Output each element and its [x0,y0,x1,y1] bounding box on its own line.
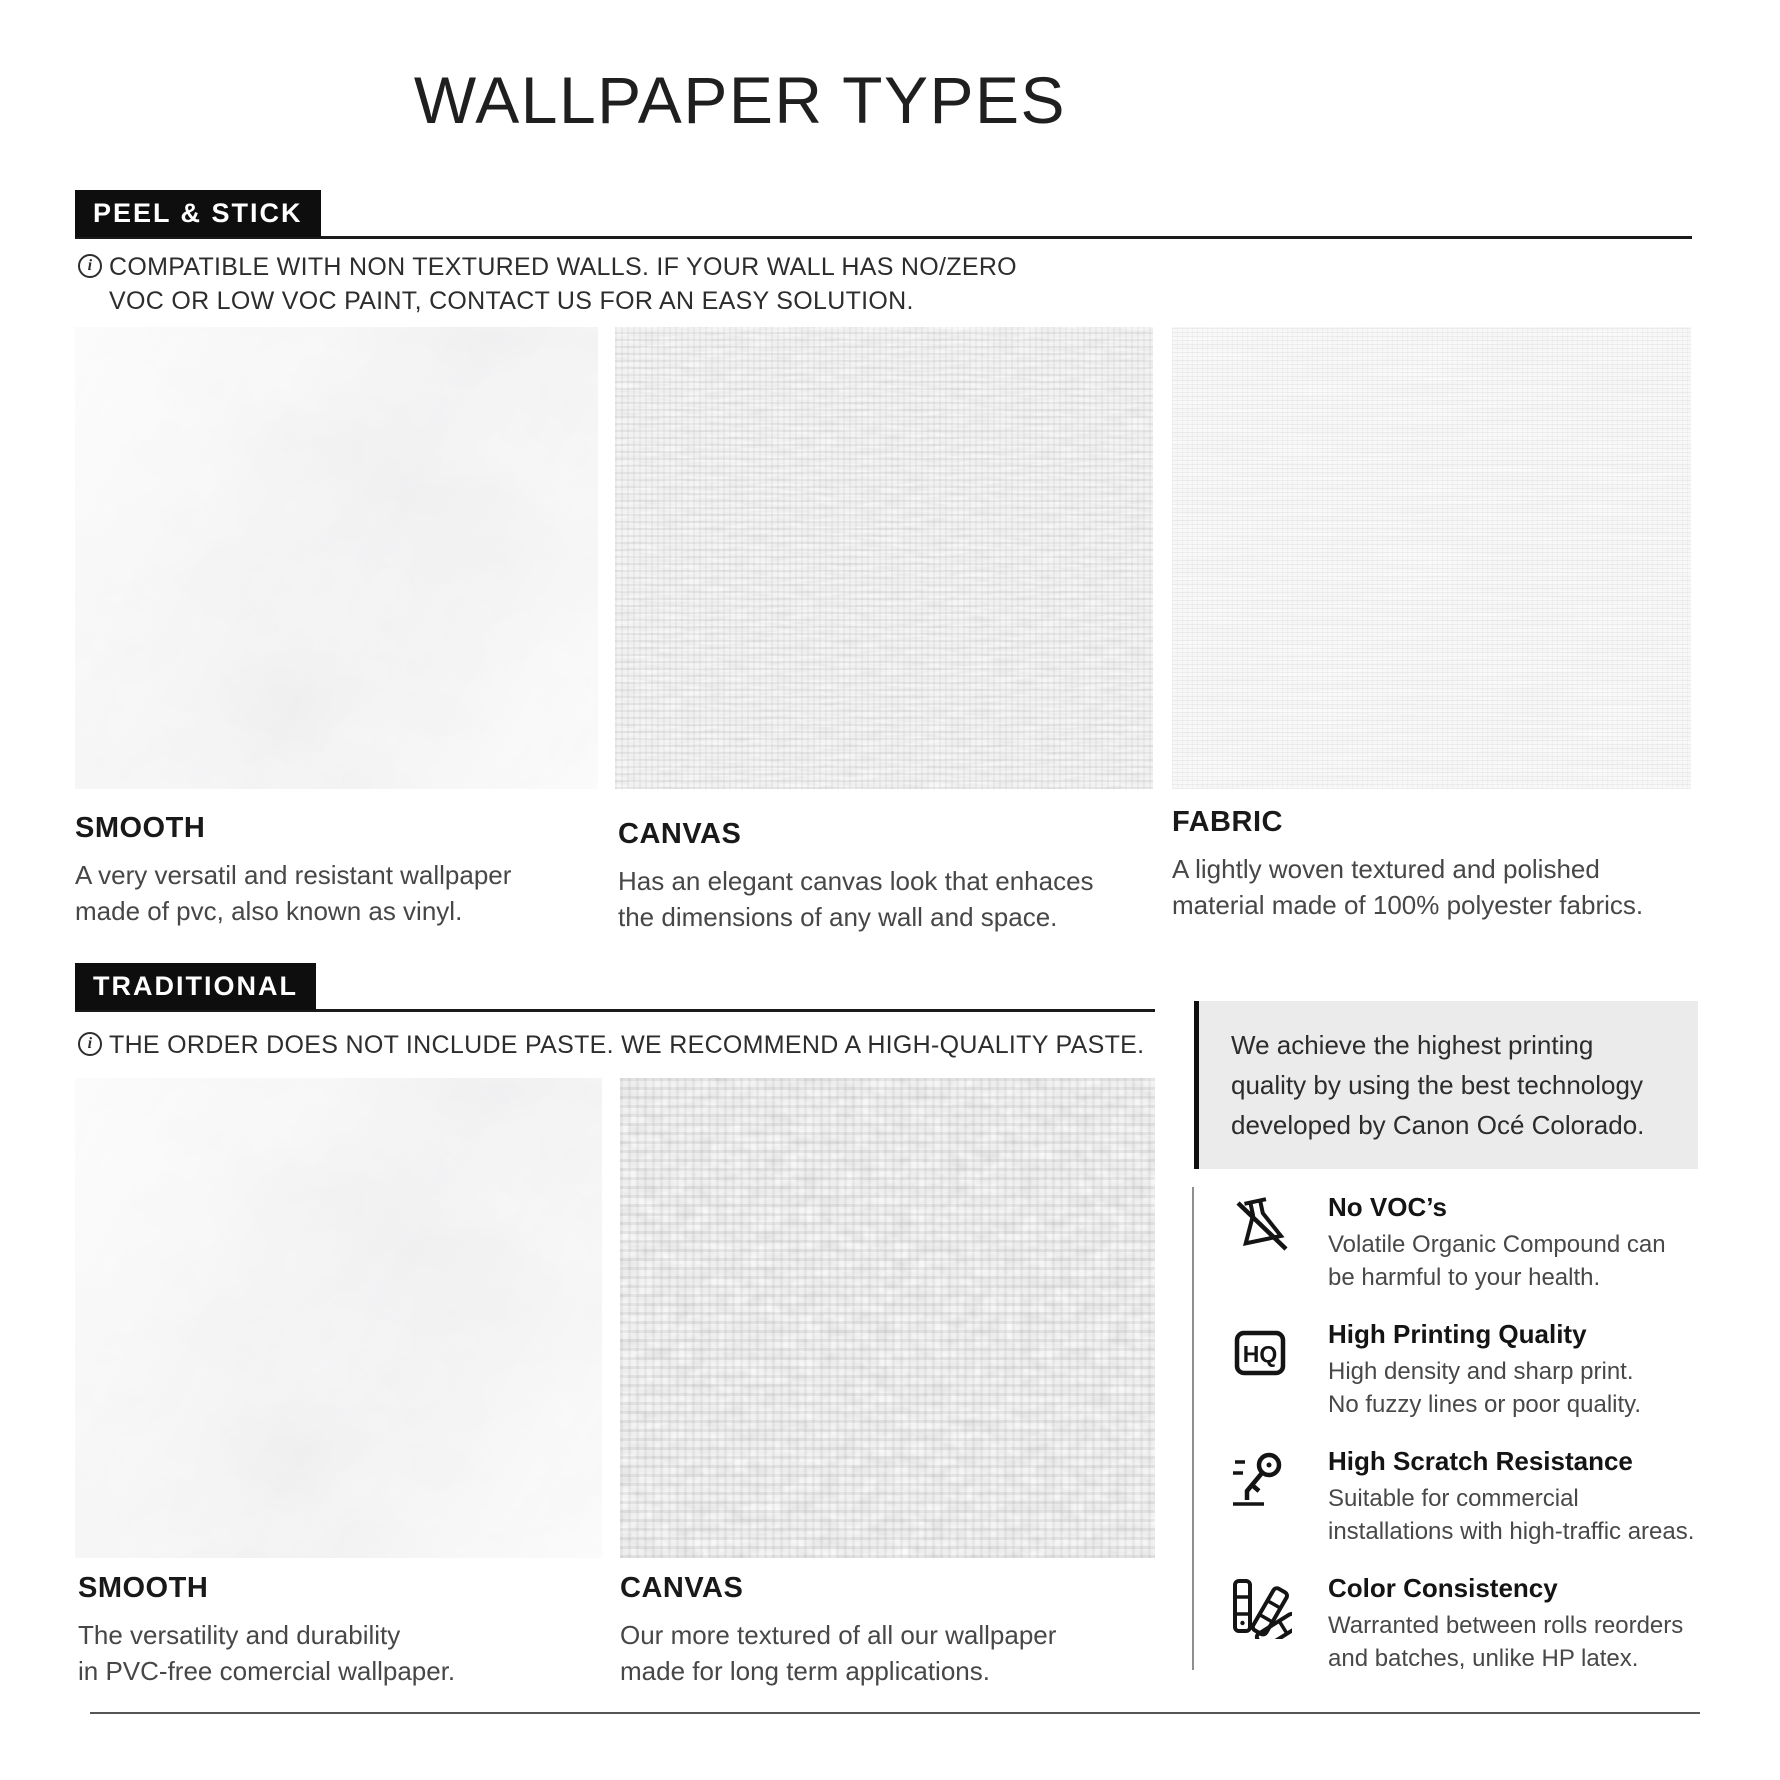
hq-badge-icon [1228,1321,1292,1385]
quality-statement-panel [1194,1001,1698,1169]
bottom-divider-line [90,1712,1700,1714]
quality-statement-line: quality by using the best technology [1231,1070,1643,1100]
note-line: THE ORDER DOES NOT INCLUDE PASTE. WE RECOMMEND A HIGH-QUALITY PASTE. [109,1031,1145,1059]
caption-peel-canvas [618,818,1143,935]
texture-overlay [75,327,598,789]
caption-traditional-canvas [620,1572,1145,1689]
feature-description: and batches, unlike HP latex. [1328,1645,1639,1672]
feature-high-scratch-resistance [1228,1446,1738,1548]
feature-description: Warranted between rolls reorders [1328,1612,1684,1639]
sample-description: The versatility and durability [78,1620,401,1650]
sample-description: A very versatil and resistant wallpaper [75,860,512,890]
features-list [1228,1192,1738,1700]
peel-stick-label: PEEL & STICK [75,190,321,237]
caption-traditional-smooth [78,1572,603,1689]
sample-description: made for long term applications. [620,1656,990,1686]
feature-text [1328,1446,1694,1548]
caption-peel-smooth [75,812,600,929]
feature-description: Volatile Organic Compound can [1328,1231,1666,1258]
color-swatches-icon [1228,1575,1292,1639]
note-line: VOC OR LOW VOC PAINT, CONTACT US FOR AN EASY SOLUTION. [109,287,914,315]
sample-description: Our more textured of all our wallpaper [620,1620,1057,1650]
feature-text [1328,1192,1666,1294]
feature-text [1328,1573,1683,1675]
sample-name: SMOOTH [78,1572,209,1604]
swatch-traditional-smooth [75,1078,602,1558]
texture-overlay [1172,327,1691,789]
features-divider-line [1192,1187,1194,1670]
info-icon: i [78,254,102,278]
feature-description: installations with high-traffic areas. [1328,1518,1695,1545]
traditional-note [78,1028,1144,1062]
quality-statement-line: developed by Canon Océ Colorado. [1231,1110,1645,1140]
sample-description: Has an elegant canvas look that enhaces [618,866,1094,896]
feature-description: Suitable for commercial [1328,1485,1579,1512]
feature-no-vocs [1228,1192,1738,1294]
peel-stick-section-header [75,190,1692,239]
page-title: WALLPAPER TYPES [413,63,1067,137]
feature-title: High Printing Quality [1328,1319,1587,1349]
feature-title: Color Consistency [1328,1573,1558,1603]
swatch-peel-fabric [1172,327,1691,789]
svg-text:HQ: HQ [1242,1341,1278,1367]
caption-peel-fabric [1172,806,1697,923]
feature-color-consistency [1228,1573,1738,1675]
peel-stick-note [78,250,1017,318]
swatch-peel-smooth [75,327,598,789]
feature-description: be harmful to your health. [1328,1264,1601,1291]
info-icon: i [78,1032,102,1056]
sample-description: A lightly woven textured and polished [1172,854,1600,884]
texture-overlay [75,1078,602,1558]
feature-title: No VOC’s [1328,1192,1447,1222]
sample-name: FABRIC [1172,806,1283,838]
sample-name: SMOOTH [75,812,206,844]
sample-name: CANVAS [620,1572,744,1604]
traditional-section-header [75,963,1155,1012]
texture-overlay [615,327,1153,789]
sample-description: material made of 100% polyester fabrics. [1172,890,1644,920]
sample-description: in PVC-free comercial wallpaper. [78,1656,456,1686]
swatch-traditional-canvas [620,1078,1155,1558]
note-line: COMPATIBLE WITH NON TEXTURED WALLS. IF YOUR WALL HAS NO/ZERO [109,253,1017,281]
key-scratch-icon [1228,1448,1292,1512]
texture-overlay [620,1078,1155,1558]
feature-description: High density and sharp print. [1328,1358,1634,1385]
no-voc-flask-icon [1228,1194,1292,1258]
sample-description: made of pvc, also known as vinyl. [75,896,463,926]
feature-title: High Scratch Resistance [1328,1446,1633,1476]
swatch-peel-canvas [615,327,1153,789]
feature-text [1328,1319,1641,1421]
quality-statement-line: We achieve the highest printing [1231,1030,1594,1060]
sample-description: the dimensions of any wall and space. [618,902,1058,932]
sample-name: CANVAS [618,818,742,850]
feature-description: No fuzzy lines or poor quality. [1328,1391,1642,1418]
feature-high-printing-quality [1228,1319,1738,1421]
traditional-label: TRADITIONAL [75,963,316,1010]
